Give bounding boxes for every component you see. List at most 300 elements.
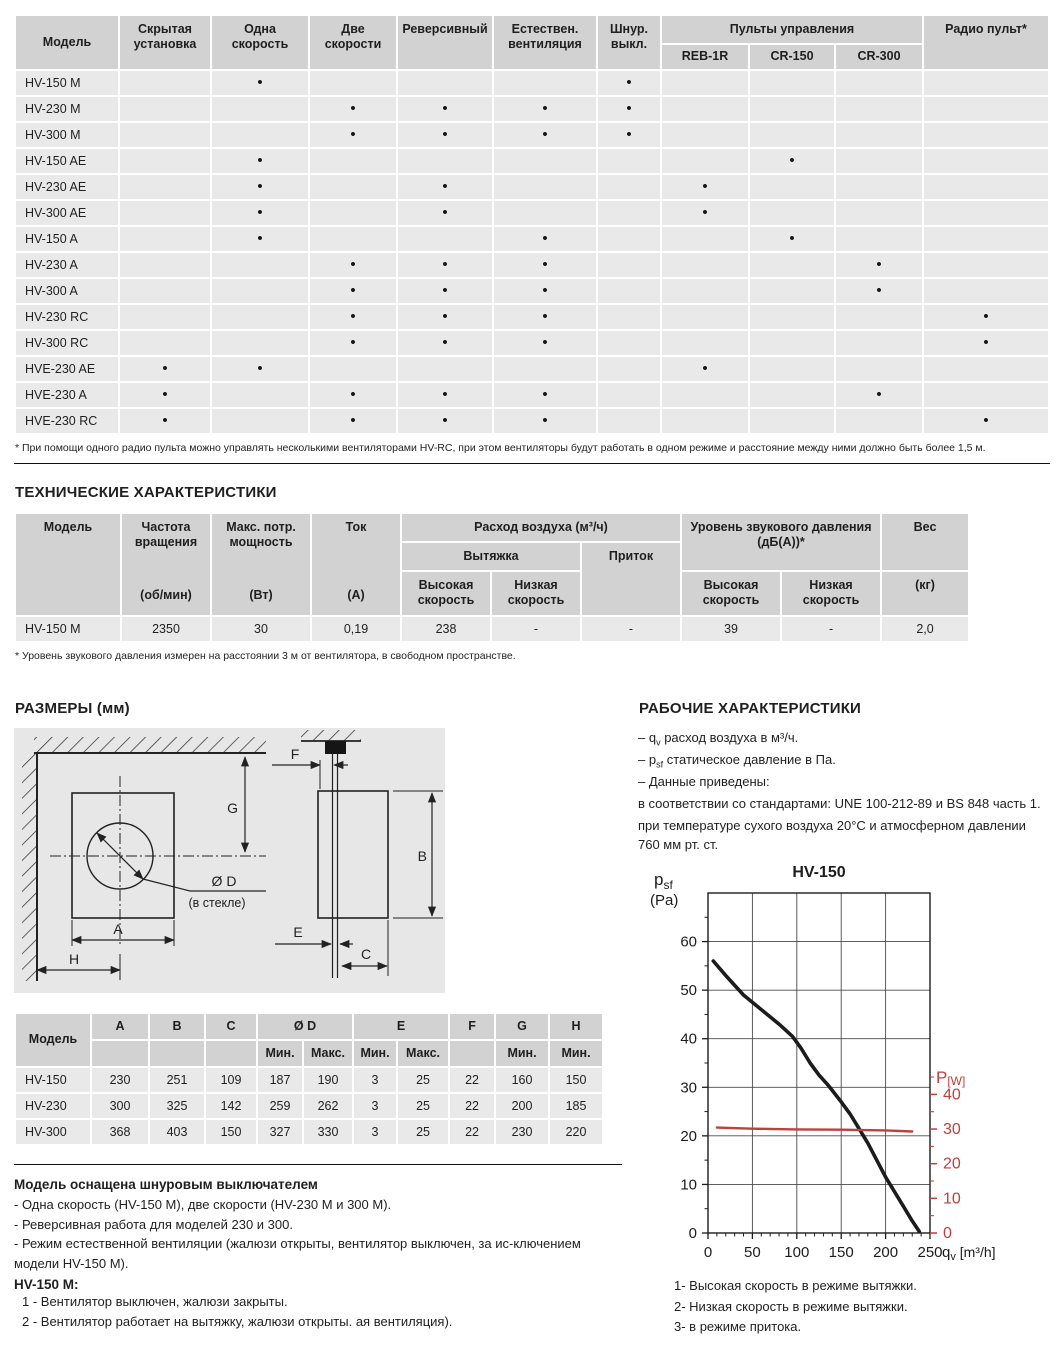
table-row <box>16 1120 602 1144</box>
empty-cell <box>750 97 834 121</box>
col-header-hidden-install: Скрытая установка <box>120 16 210 69</box>
dims-subheader-empty <box>92 1041 148 1066</box>
feature-dot: • <box>398 331 492 355</box>
dims-header-f: F <box>450 1014 494 1039</box>
model-cell: HV-150 <box>16 1068 90 1092</box>
dim-label-diameter: Ø D <box>211 872 237 889</box>
feature-dot: • <box>310 253 396 277</box>
svg-text:10: 10 <box>943 1190 961 1208</box>
empty-cell <box>598 357 660 381</box>
glass-note-label: (в стекле) <box>188 895 246 910</box>
tech-section-title: ТЕХНИЧЕСКИЕ ХАРАКТЕРИСТИКИ <box>15 483 277 501</box>
dims-subheader-empty <box>450 1041 494 1066</box>
svg-text:100: 100 <box>784 1244 810 1262</box>
empty-cell <box>836 71 922 95</box>
spec-header-current-label: Ток <box>345 519 367 534</box>
empty-cell <box>310 149 396 173</box>
empty-cell <box>662 227 748 251</box>
dimension-value: 259 <box>258 1094 302 1118</box>
empty-cell <box>924 149 1048 173</box>
model-cell: HV-150 A <box>16 227 118 251</box>
empty-cell <box>120 175 210 199</box>
spec-header-speed <box>122 514 210 615</box>
model-cell: HV-300 A <box>16 279 118 303</box>
model-cell: HV-300 <box>16 1120 90 1144</box>
dimension-value: 325 <box>150 1094 204 1118</box>
empty-cell <box>598 201 660 225</box>
col-header-one-speed: Одна скорость <box>212 16 308 69</box>
dimension-value: 150 <box>206 1120 256 1144</box>
dimension-value: 25 <box>398 1120 448 1144</box>
empty-cell <box>662 71 748 95</box>
feature-dot: • <box>494 331 596 355</box>
col-header-reversible: Реверсивный <box>398 16 492 69</box>
empty-cell <box>598 175 660 199</box>
dimension-value: 251 <box>150 1068 204 1092</box>
dimension-value: 25 <box>398 1094 448 1118</box>
empty-cell <box>750 331 834 355</box>
feature-dot: • <box>494 305 596 329</box>
features-notes <box>14 1177 622 1332</box>
feature-dot: • <box>120 357 210 381</box>
empty-cell <box>398 227 492 251</box>
dimension-value: 3 <box>354 1068 396 1092</box>
empty-cell <box>924 227 1048 251</box>
model-cell: HV-150 M <box>16 71 118 95</box>
legend-item: 1- Высокая скорость в режиме вытяжки. <box>674 1278 917 1294</box>
empty-cell <box>750 201 834 225</box>
spec-header-weight: Вес <box>882 514 968 571</box>
svg-text:200: 200 <box>873 1244 899 1262</box>
dimension-value: 190 <box>304 1068 352 1092</box>
tech-spec-table <box>14 512 970 643</box>
feature-dot: • <box>494 123 596 147</box>
feature-dot: • <box>836 279 922 303</box>
empty-cell <box>924 175 1048 199</box>
empty-cell <box>750 253 834 277</box>
dimension-value: 150 <box>550 1068 602 1092</box>
empty-cell <box>836 227 922 251</box>
dimension-value: 25 <box>398 1068 448 1092</box>
spec-header-power <box>212 514 310 615</box>
spec-header-power-unit: (Вт) <box>249 588 273 603</box>
empty-cell <box>836 331 922 355</box>
feature-dot: • <box>598 123 660 147</box>
feature-dot: • <box>598 97 660 121</box>
table-row <box>16 1068 602 1092</box>
dim-label-e: E <box>293 923 303 940</box>
feature-dot: • <box>212 149 308 173</box>
feature-dot: • <box>120 383 210 407</box>
empty-cell <box>212 97 308 121</box>
empty-cell <box>924 71 1048 95</box>
spec-header-noise-high: Высокая скорость <box>682 572 780 615</box>
table-row <box>16 305 1048 329</box>
spec-header-freq-label: Частота вращения <box>134 519 198 549</box>
empty-cell <box>924 123 1048 147</box>
table-row <box>16 97 1048 121</box>
empty-cell <box>750 383 834 407</box>
table-row <box>16 227 1048 251</box>
col-header-remotes: Пульты управления <box>662 16 922 43</box>
col-header-cr-150: CR-150 <box>750 45 834 68</box>
empty-cell <box>836 149 922 173</box>
empty-cell <box>120 123 210 147</box>
empty-cell <box>750 175 834 199</box>
dimension-value: 403 <box>150 1120 204 1144</box>
working-notes <box>638 728 1050 858</box>
legend-item: 2- Низкая скорость в режиме вытяжки. <box>674 1298 908 1314</box>
feature-dot: • <box>598 71 660 95</box>
feature-dot: • <box>120 409 210 433</box>
feature-dot: • <box>310 123 396 147</box>
dims-header-model: Модель <box>16 1014 90 1067</box>
table-row <box>16 357 1048 381</box>
empty-cell <box>662 305 748 329</box>
empty-cell <box>398 71 492 95</box>
feature-dot: • <box>398 97 492 121</box>
empty-cell <box>750 409 834 433</box>
dim-label-g: G <box>227 799 238 816</box>
dims-subheader-e-max: Макс. <box>398 1041 448 1066</box>
working-note-line: – $q_v$ расход воздуха в м³/ч. <box>638 729 799 748</box>
feature-dot: • <box>398 201 492 225</box>
feature-dot: • <box>398 253 492 277</box>
empty-cell <box>120 227 210 251</box>
dim-label-f: F <box>290 745 300 762</box>
empty-cell <box>120 71 210 95</box>
svg-text:P[W]: P[W] <box>936 1068 966 1089</box>
note-item: - Одна скорость (HV-150 M), две скорости (HV-230 M и 300 M). <box>14 1197 392 1212</box>
empty-cell <box>212 409 308 433</box>
model-cell: HV-300 RC <box>16 331 118 355</box>
notes-subtitle: HV-150 M: <box>14 1277 79 1292</box>
feature-dot: • <box>494 383 596 407</box>
table-row <box>16 253 1048 277</box>
spec-header-exhaust: Вытяжка <box>402 543 580 570</box>
svg-text:50: 50 <box>680 982 697 1000</box>
empty-cell <box>836 97 922 121</box>
glass-clamp-block <box>325 741 346 754</box>
empty-cell <box>120 149 210 173</box>
spec-value-model: HV-150 M <box>16 617 120 641</box>
feature-dot: • <box>494 97 596 121</box>
dimension-value: 230 <box>92 1068 148 1092</box>
empty-cell <box>120 253 210 277</box>
spec-value-weight: 2,0 <box>882 617 968 641</box>
table-row <box>16 383 1048 407</box>
feature-dot: • <box>310 97 396 121</box>
note-item: - Режим естественной вентиляции (жалюзи открыты, вентилятор выключен, за ис-ключением модели HV-150 M). <box>14 1236 581 1271</box>
dims-subheader-h-min: Мин. <box>550 1041 602 1066</box>
spec-header-noise: Уровень звукового давления (дБ(А))* <box>682 514 880 571</box>
table-row <box>16 175 1048 199</box>
dims-subheader-empty <box>206 1041 256 1066</box>
spec-header-current <box>312 514 400 615</box>
empty-cell <box>120 279 210 303</box>
empty-cell <box>310 357 396 381</box>
dimension-value: 327 <box>258 1120 302 1144</box>
dims-subheader-empty <box>150 1041 204 1066</box>
dims-header-a: A <box>92 1014 148 1039</box>
feature-dot: • <box>310 383 396 407</box>
table-row <box>16 201 1048 225</box>
empty-cell <box>662 149 748 173</box>
spec-header-exhaust-high: Высокая скорость <box>402 572 490 615</box>
empty-cell <box>836 201 922 225</box>
dims-header-d: Ø D <box>258 1014 352 1039</box>
spec-value-noise-low: - <box>782 617 880 641</box>
empty-cell <box>310 201 396 225</box>
performance-chart <box>638 861 1028 1269</box>
table-row <box>16 617 968 641</box>
model-cell: HV-150 AE <box>16 149 118 173</box>
spec-value-freq: 2350 <box>122 617 210 641</box>
empty-cell <box>598 409 660 433</box>
spec-header-power-label: Макс. потр. мощность <box>226 519 296 549</box>
empty-cell <box>750 305 834 329</box>
feature-dot: • <box>836 253 922 277</box>
empty-cell <box>750 123 834 147</box>
empty-cell <box>598 383 660 407</box>
svg-text:(Pa): (Pa) <box>650 892 679 910</box>
feature-dot: • <box>212 357 308 381</box>
empty-cell <box>662 331 748 355</box>
dimension-value: 142 <box>206 1094 256 1118</box>
empty-cell <box>120 201 210 225</box>
empty-cell <box>212 279 308 303</box>
spec-value-exhaust-high: 238 <box>402 617 490 641</box>
matrix-footnote: * При помощи одного радио пульта можно управлять несколькими вентиляторами HV-RC, при этом вентиляторы будут работать в одном режиме и расстояние между ними должно быть более 1,5 м. <box>15 441 986 454</box>
svg-text:40: 40 <box>680 1031 697 1049</box>
feature-dot: • <box>494 227 596 251</box>
empty-cell <box>836 357 922 381</box>
spec-value-exhaust-low: - <box>492 617 580 641</box>
model-cell: HV-300 AE <box>16 201 118 225</box>
col-header-natural-vent: Естествен. вентиляция <box>494 16 596 69</box>
wall-hatch-left <box>22 753 37 981</box>
empty-cell <box>212 253 308 277</box>
col-header-model: Модель <box>16 16 118 69</box>
dim-label-b: B <box>417 847 427 864</box>
svg-text:60: 60 <box>680 934 697 952</box>
dimension-value: 109 <box>206 1068 256 1092</box>
empty-cell <box>310 71 396 95</box>
dimension-value: 160 <box>496 1068 548 1092</box>
svg-text:0: 0 <box>703 1244 713 1262</box>
empty-cell <box>924 279 1048 303</box>
col-header-reb-1r: REB-1R <box>662 45 748 68</box>
empty-cell <box>598 331 660 355</box>
empty-cell <box>598 149 660 173</box>
spec-value-current: 0,19 <box>312 617 400 641</box>
dimension-value: 200 <box>496 1094 548 1118</box>
spec-header-weight-unit: (кг) <box>882 572 968 615</box>
empty-cell <box>212 123 308 147</box>
dims-header-h: H <box>550 1014 602 1039</box>
matrix-body <box>16 71 1048 433</box>
note-sub-item: 2 - Вентилятор работает на вытяжку, жалюзи открыты. ая вентиляция). <box>22 1314 453 1330</box>
dimension-value: 3 <box>354 1094 396 1118</box>
spec-header-model: Модель <box>16 514 120 615</box>
empty-cell <box>924 253 1048 277</box>
svg-text:20: 20 <box>680 1128 697 1146</box>
feature-dot: • <box>212 227 308 251</box>
note-item: - Реверсивная работа для моделей 230 и 300. <box>14 1216 293 1232</box>
dims-header-g: G <box>496 1014 548 1039</box>
empty-cell <box>398 149 492 173</box>
svg-text:qv [m³/h]: $q_v$ [m³/h] <box>942 1244 996 1264</box>
model-cell: HV-230 M <box>16 97 118 121</box>
table-row <box>16 149 1048 173</box>
feature-dot: • <box>924 331 1048 355</box>
model-cell: HVE-230 A <box>16 383 118 407</box>
dim-label-h: H <box>68 950 80 967</box>
model-cell: HV-300 M <box>16 123 118 147</box>
empty-cell <box>836 409 922 433</box>
model-cell: HV-230 A <box>16 253 118 277</box>
dimension-value: 330 <box>304 1120 352 1144</box>
empty-cell <box>598 227 660 251</box>
feature-dot: • <box>750 227 834 251</box>
dims-subheader-g-min: Мин. <box>496 1041 548 1066</box>
dimension-value: 230 <box>496 1120 548 1144</box>
dimensions-table <box>14 1012 604 1147</box>
dims-header-b: B <box>150 1014 204 1039</box>
table-row <box>16 1094 602 1118</box>
empty-cell <box>836 123 922 147</box>
empty-cell <box>212 331 308 355</box>
note-sub-item: 1 - Вентилятор выключен, жалюзи закрыты. <box>22 1294 288 1309</box>
dimension-value: 22 <box>450 1068 494 1092</box>
spec-header-noise-low: Низкая скорость <box>782 572 880 615</box>
dims-header-c: C <box>206 1014 256 1039</box>
empty-cell <box>924 357 1048 381</box>
dimension-value: 220 <box>550 1120 602 1144</box>
dims-header-e: E <box>354 1014 448 1039</box>
working-note-line: в соответствии со стандартами: UNE 100-212-89 и BS 848 часть 1. <box>638 795 1041 811</box>
feature-dot: • <box>398 383 492 407</box>
spec-header-supply: Приток <box>582 543 680 615</box>
empty-cell <box>310 175 396 199</box>
svg-text:psf: $p_{sf}$ <box>654 870 673 893</box>
dimension-value: 3 <box>354 1120 396 1144</box>
feature-dot: • <box>836 383 922 407</box>
empty-cell <box>750 279 834 303</box>
working-note-line: – Данные приведены: <box>638 773 770 789</box>
col-header-cr-300: CR-300 <box>836 45 922 68</box>
dim-label-a: A <box>113 920 123 937</box>
feature-dot: • <box>662 201 748 225</box>
feature-dot: • <box>310 279 396 303</box>
working-note-line: – $p_{sf}$ статическое давление в Па. <box>638 751 836 770</box>
tech-footnote: * Уровень звукового давления измерен на расстоянии 3 м от вентилятора, в свободном пространстве. <box>15 649 516 662</box>
empty-cell <box>662 253 748 277</box>
svg-text:150: 150 <box>828 1244 854 1262</box>
empty-cell <box>924 383 1048 407</box>
col-header-two-speeds: Две скорости <box>310 16 396 69</box>
chart-legend <box>638 1276 1050 1336</box>
table-row <box>16 331 1048 355</box>
feature-dot: • <box>310 409 396 433</box>
empty-cell <box>750 71 834 95</box>
dimension-value: 300 <box>92 1094 148 1118</box>
empty-cell <box>662 279 748 303</box>
dimensions-drawing <box>14 728 445 993</box>
legend-item: 3- в режиме притока. <box>674 1318 802 1334</box>
empty-cell <box>662 409 748 433</box>
spec-header-freq-unit: (об/мин) <box>140 588 192 603</box>
table-row <box>16 123 1048 147</box>
dims-section-title: РАЗМЕРЫ (мм) <box>15 699 130 717</box>
dimension-value: 262 <box>304 1094 352 1118</box>
model-cell: HVE-230 RC <box>16 409 118 433</box>
dimension-value: 185 <box>550 1094 602 1118</box>
empty-cell <box>212 305 308 329</box>
feature-dot: • <box>494 279 596 303</box>
svg-text:30: 30 <box>680 1079 697 1097</box>
col-header-radio-remote: Радио пульт* <box>924 16 1048 69</box>
feature-dot: • <box>212 175 308 199</box>
empty-cell <box>662 123 748 147</box>
svg-text:0: 0 <box>688 1225 697 1243</box>
empty-cell <box>494 201 596 225</box>
dim-label-c: C <box>360 945 372 962</box>
empty-cell <box>120 331 210 355</box>
dims-subheader-e-min: Мин. <box>354 1041 396 1066</box>
svg-text:30: 30 <box>943 1121 961 1139</box>
feature-dot: • <box>662 357 748 381</box>
spec-header-exhaust-low: Низкая скорость <box>492 572 580 615</box>
empty-cell <box>494 357 596 381</box>
dimension-value: 187 <box>258 1068 302 1092</box>
empty-cell <box>494 71 596 95</box>
svg-text:HV-150: HV-150 <box>792 864 846 882</box>
empty-cell <box>662 97 748 121</box>
empty-cell <box>398 357 492 381</box>
table-row <box>16 409 1048 433</box>
svg-text:20: 20 <box>943 1156 961 1174</box>
feature-dot: • <box>398 305 492 329</box>
spec-header-current-unit: (А) <box>347 588 365 603</box>
empty-cell <box>494 149 596 173</box>
empty-cell <box>310 227 396 251</box>
dims-subheader-d-max: Макс. <box>304 1041 352 1066</box>
feature-dot: • <box>924 305 1048 329</box>
feature-dot: • <box>494 409 596 433</box>
performance-section <box>622 680 1050 1337</box>
svg-text:10: 10 <box>680 1176 697 1194</box>
empty-cell <box>120 97 210 121</box>
feature-dot: • <box>662 175 748 199</box>
feature-dot: • <box>310 331 396 355</box>
empty-cell <box>924 201 1048 225</box>
model-feature-matrix <box>14 14 1050 435</box>
feature-dot: • <box>924 409 1048 433</box>
svg-text:0: 0 <box>943 1225 952 1243</box>
table-row <box>16 279 1048 303</box>
feature-dot: • <box>398 123 492 147</box>
model-cell: HV-230 RC <box>16 305 118 329</box>
model-cell: HVE-230 AE <box>16 357 118 381</box>
empty-cell <box>662 383 748 407</box>
empty-cell <box>836 175 922 199</box>
dimension-value: 368 <box>92 1120 148 1144</box>
empty-cell <box>494 175 596 199</box>
empty-cell <box>924 97 1048 121</box>
empty-cell <box>212 383 308 407</box>
feature-dot: • <box>398 175 492 199</box>
